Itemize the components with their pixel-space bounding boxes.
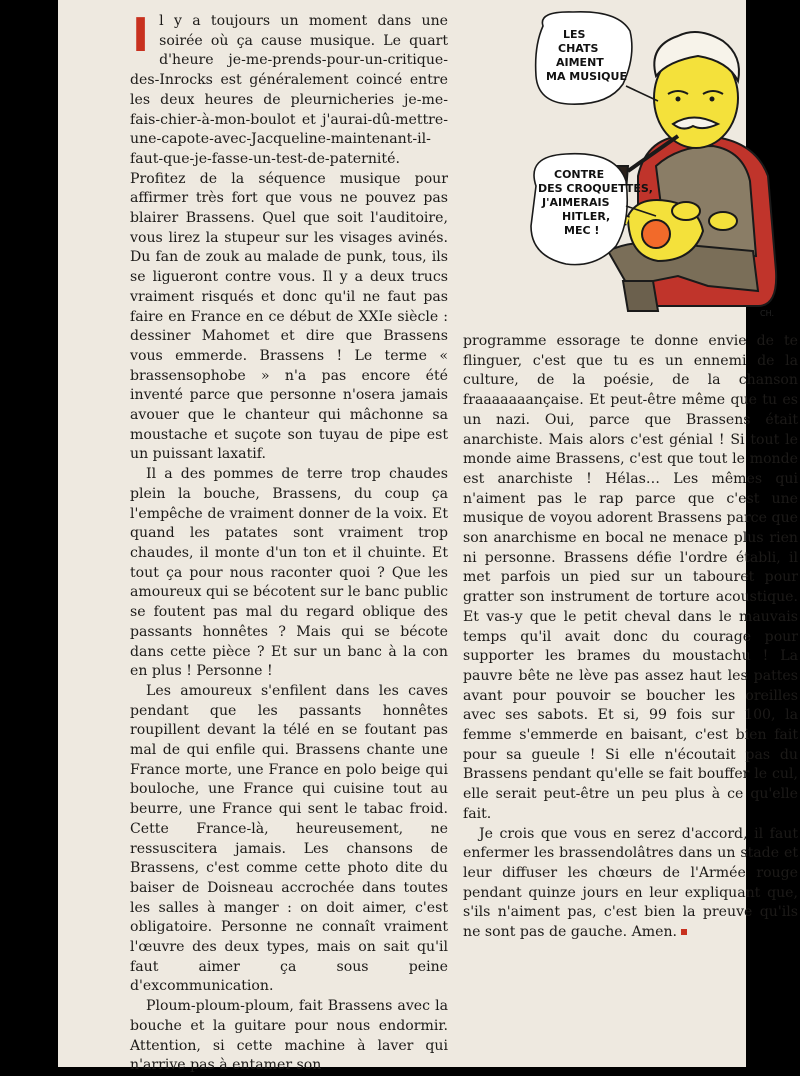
bubble-1-line-3: AIMENT <box>556 56 604 69</box>
bubble-1-line-4: MA MUSIQUE <box>546 70 627 83</box>
end-of-article-mark <box>681 929 687 935</box>
artist-signature: CH. <box>760 309 775 318</box>
article-column-right <box>463 332 798 943</box>
paragraph-4: Ploum-ploum-ploum, fait Brassens avec la bouche et la guitare pour nous endormir. Attention, si cette machine à laver qui n'arrive pas à entamer son <box>130 998 448 1074</box>
cat-head <box>642 220 670 248</box>
article-column-left <box>130 8 448 1076</box>
drop-cap: I <box>132 8 150 62</box>
bubble-2-line-4: HITLER, <box>562 210 611 223</box>
cartoon-illustration <box>528 6 800 324</box>
paragraph-2: Il a des pommes de terre trop chaudes plein la bouche, Brassens, du coup ça l'empêche de vraiment donner de la voix. Et quand les patates sont vraiment trop chaudes, il monte d'un ton et il chuinte. Et tout ça pour nous raconter quoi ? Que les amoureux qui se bécotent sur le banc public se foutent pas mal du regard oblique des passants honnêtes ? Mais qui se bécote dans cette pièce ? Et sur un banc à la con en plus ! Personne ! <box>130 466 448 680</box>
paragraph-6 <box>463 825 798 943</box>
paragraph-6-text: Je crois que vous en serez d'accord, il faut enfermer les brassendolâtres dans un stade et leur diffuser les chœurs de l'Armée rouge pendant quinze jours en leur expliquant que, s'ils n'aiment pas, c'est bien la preuve qu'ils ne sont pas de gauche. Amen. <box>463 825 798 941</box>
bubble-1-line-1: LES <box>563 28 586 41</box>
paragraph-1-text: l y a toujours un moment dans une soirée où ça cause musique. Le quart d'heure je-me-prends-pour-un-critique-des-Inrocks est généralement coincé entre les deux heures de pleurnicheries je-me-fais-chier-à-mon-boulot et j'aurai-dû-mettre-une-capote-avec-Jacqueline-maintenant-il-faut-que-je-fasse-un-test-de-paternité. Profitez de la séquence musique pour affirmer très fort que vous ne pouvez pas blairer Brassens. Quel que soit l'auditoire, vous lirez la stupeur sur les visages avinés. Du fan de zouk au malade de punk, tous, ils se ligueront contre vous. Il y a deux trucs vraiment risqués et donc qu'il ne faut pas faire en France en ce début de XXIe siècle : dessiner Mahomet et dire que Brassens vous emmerde. Brassens ! Le terme « brassensophobe » n'a pas encore été inventé parce que personne n'osera jamais avouer que le chanteur qui mâchonne sa moustache et suçote son tuyau de pipe est un puissant laxatif. <box>130 13 448 463</box>
paragraph-5: programme essorage te donne envie de te flinguer, c'est que tu es un ennemi de la culture, de la poésie, de la chanson fraaaaaaançaise. Et peut-être même que tu es un nazi. Oui, parce que Brassens était anarchiste. Mais alors c'est génial ! Si tout le monde aime Brassens, c'est que tout le monde est anarchiste ! Hélas… Les mêmes qui n'aiment pas le rap parce que c'est une musique de voyou adorent Brassens parce que son anarchisme en bocal ne menace plus rien ni personne. Brassens défie l'ordre établi, il met parfois un pied sur un tabouret pour gratter son instrument de torture acoustique. Et vas-y que le petit cheval dans le mauvais temps qu'il avait donc du courage pour supporter les brames du moustachu ! La pauvre bête ne lève pas assez haut les pattes avant pour pouvoir se boucher les oreilles avec ses sabots. Et si, 99 fois sur 100, la femme s'emmerde en baisant, c'est bien fait pour sa gueule ! Si elle n'écoutait pas du Brassens pendant qu'elle se fait bouffer le cul, elle serait peut-être un peu plus à ce qu'elle fait. <box>463 333 798 822</box>
bubble-2-line-5: MEC ! <box>564 224 600 237</box>
bubble-2-line-1: CONTRE <box>554 168 605 181</box>
newspaper-page <box>58 0 798 1074</box>
bubble-2-line-2: DES CROQUETTES, <box>538 182 653 195</box>
bubble-1-line-2: CHATS <box>558 42 599 55</box>
bubble-2-line-3: J'AIMERAIS <box>542 196 610 209</box>
paragraph-3: Les amoureux s'enfilent dans les caves pendant que les passants honnêtes roupillent devant la télé en se foutant pas mal de qui enfile qui. Brassens chante une France morte, une France en polo beige qui bouloche, une France qui cuisine tout au beurre, une France qui sent le tabac froid. Cette France-là, heureusement, ne ressuscitera jamais. Les chansons de Brassens, c'est comme cette photo dite du baiser de Doisneau accrochée dans toutes les salles à manger : on doit aimer, c'est obligatoire. Personne ne connaît vraiment l'œuvre des deux types, mais on sait qu'il faut aimer ça sous peine d'excommunication. <box>130 682 448 995</box>
paragraph-1 <box>130 8 448 465</box>
